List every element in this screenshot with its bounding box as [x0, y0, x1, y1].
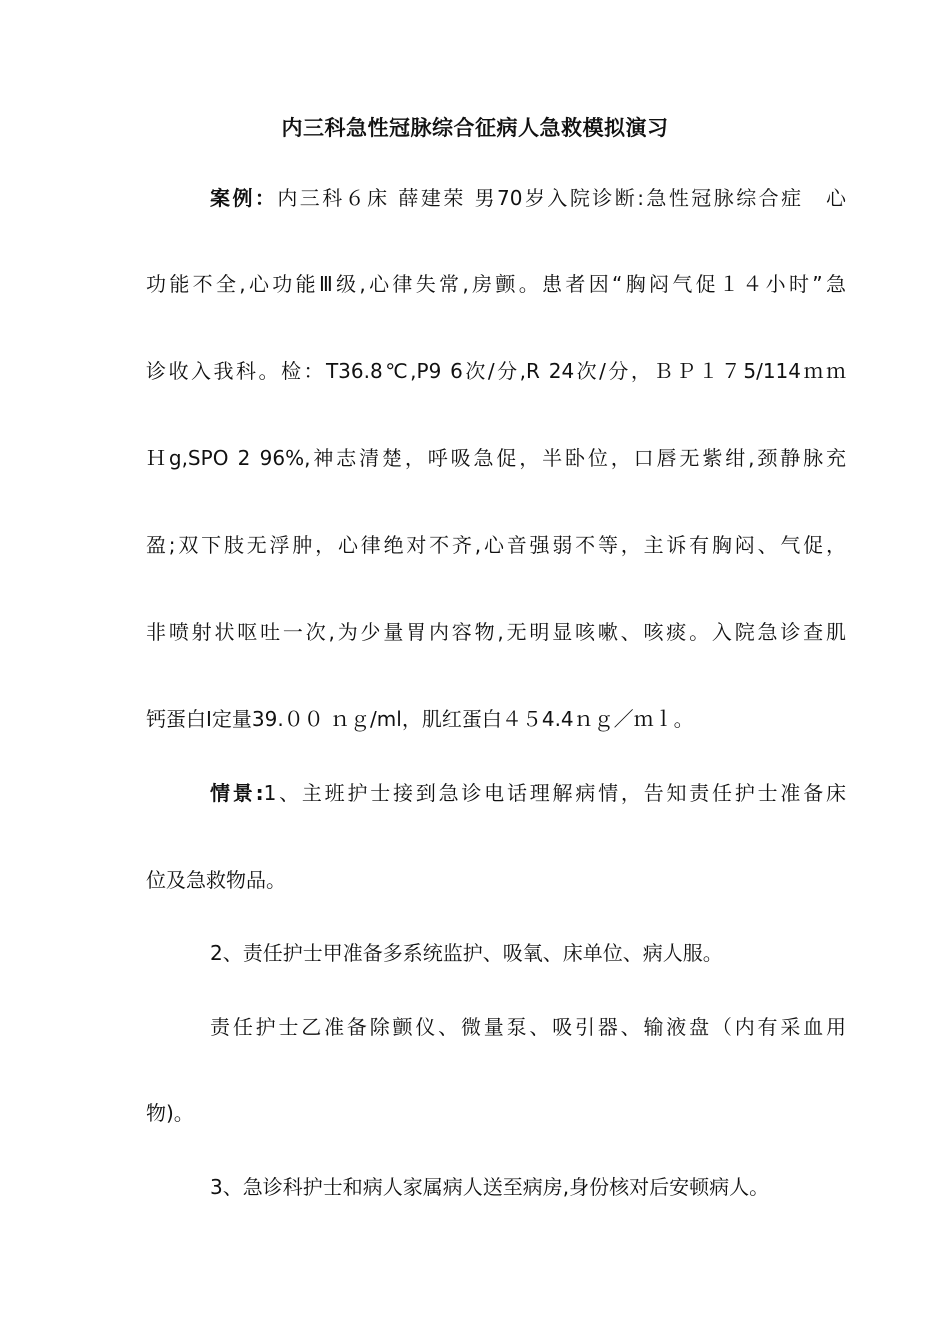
- case-line-4: Ｈg,SPO 2 96%,神志清楚，呼吸急促，半卧位，口唇无紫绀,颈静脉充: [146, 446, 846, 470]
- case-line-2: 功能不全,心功能Ⅲ级,心律失常,房颤。患者因“胸闷气促１４小时”急: [146, 272, 846, 296]
- scene-item-2: 2、责任护士甲准备多系统监护、吸氧、床单位、病人服。: [210, 941, 723, 965]
- scene-item-2b-line-2: 物)。: [146, 1101, 194, 1125]
- case-line-1: [210, 184, 846, 212]
- scene-line-2: 位及急救物品。: [146, 868, 286, 892]
- scene-item1-text: 1、主班护士接到急诊电话理解病情，告知责任护士准备床: [263, 781, 846, 805]
- scene-item-2b-line-1: 责任护士乙准备除颤仪、微量泵、吸引器、输液盘（内有采血用: [210, 1015, 846, 1039]
- case-line-5: 盈;双下肢无浮肿，心律绝对不齐,心音强弱不等，主诉有胸闷、气促，: [146, 533, 846, 557]
- scene-item-3: 3、急诊科护士和病人家属病人送至病房,身份核对后安顿病人。: [210, 1175, 770, 1199]
- case-line-7: 钙蛋白I定量39.００ ｎｇ/ml，肌红蛋白４５4.4ｎｇ／ｍｌ。: [146, 707, 694, 731]
- case-text-1: 内三科６床 薛建荣 男70岁入院诊断:急性冠脉综合症 心: [277, 186, 847, 210]
- scene-label: 情景:: [210, 781, 264, 805]
- document-title: 内三科急性冠脉综合征病人急救模拟演习: [281, 116, 669, 140]
- case-line-3: 诊收入我科。检：T36.8℃,P9 6次/分,R 24次/分，ＢＰ１７5/114ｍｍ: [146, 359, 846, 383]
- case-line-6: 非喷射状呕吐一次,为少量胃内容物,无明显咳嗽、咳痰。入院急诊查肌: [146, 620, 846, 644]
- case-label: 案例：: [210, 186, 278, 210]
- scene-line-1: [210, 779, 846, 807]
